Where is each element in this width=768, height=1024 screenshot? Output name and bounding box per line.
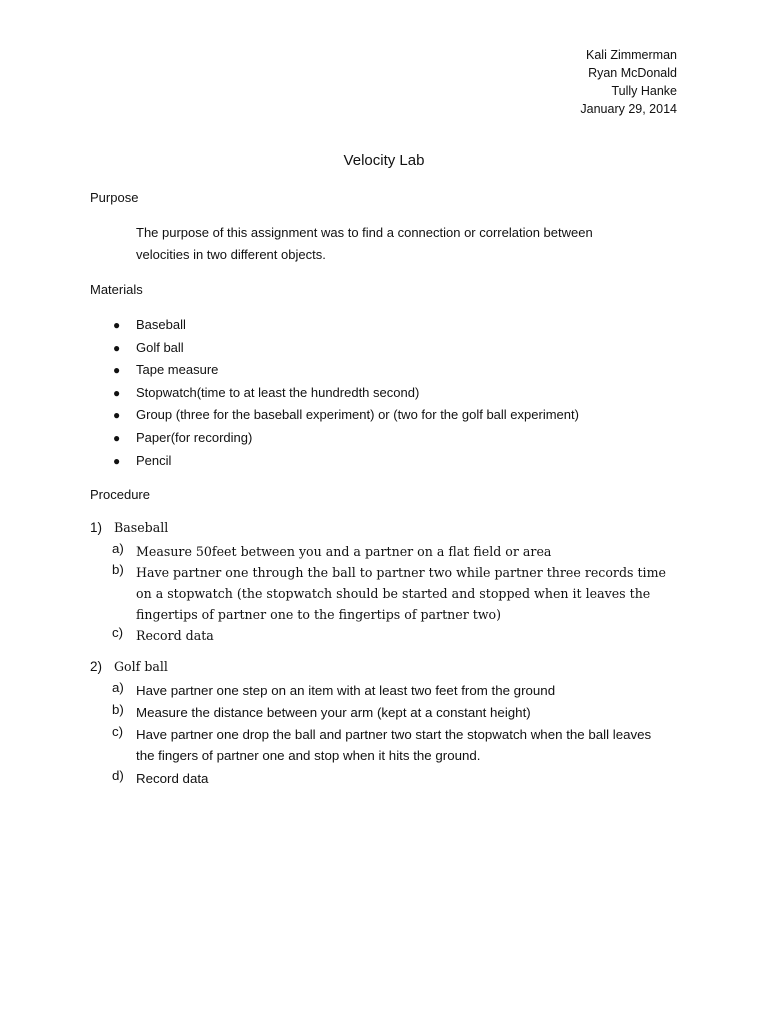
bullet-icon: ● — [113, 453, 121, 468]
substep-text: Have partner one through the ball to partner two while partner three records time on a stopwatch (the stopwatch should be started and stopped when it leaves the fingertips of partner one to the fingertips of partner two) — [136, 565, 666, 622]
substep-letter: b) — [112, 702, 124, 717]
substep-text: Measure 50feet between you and a partner on a flat field or area — [136, 544, 552, 559]
author-name: Tully Hanke — [611, 84, 677, 98]
substep-text: Have partner one step on an item with at least two feet from the ground — [136, 683, 556, 698]
step-number: 2) — [90, 659, 103, 674]
substep-letter: d) — [112, 768, 124, 783]
list-item — [113, 337, 579, 360]
purpose-heading: Purpose — [90, 190, 139, 205]
step-number: 1) — [90, 520, 103, 535]
author-name: Ryan McDonald — [588, 66, 677, 80]
list-item — [113, 404, 579, 427]
step-label: Golf ball — [114, 659, 168, 674]
bullet-icon: ● — [113, 430, 121, 445]
list-item — [113, 427, 579, 450]
materials-list — [113, 314, 579, 472]
substep-letter: b) — [112, 562, 124, 577]
purpose-text: The purpose of this assignment was to find a connection or correlation between velocities in two different objects. — [136, 225, 593, 262]
substep-text: Measure the distance between your arm (kept at a constant height) — [136, 705, 531, 720]
material-label: Paper(for recording) — [136, 429, 253, 445]
document-title: Velocity Lab — [343, 152, 425, 169]
document-date: January 29, 2014 — [580, 102, 677, 116]
author-name: Kali Zimmerman — [586, 48, 677, 62]
bullet-icon: ● — [113, 318, 121, 332]
materials-heading: Materials — [90, 282, 143, 297]
material-label: Pencil — [136, 452, 172, 468]
bullet-icon: ● — [113, 340, 121, 355]
material-label: Group (three for the baseball experiment) or (two for the golf ball experiment) — [136, 407, 579, 423]
material-label: Golf ball — [136, 339, 184, 355]
list-item — [113, 382, 579, 405]
bullet-icon: ● — [113, 408, 121, 423]
substep-letter: a) — [112, 680, 124, 695]
substep-letter: a) — [112, 541, 124, 556]
substep-text: Have partner one drop the ball and partner two start the stopwatch when the ball leaves the fingers of partner one and stop when it hits the ground. — [136, 727, 652, 763]
substep-letter: c) — [112, 625, 124, 640]
material-label: Baseball — [136, 317, 186, 332]
bullet-icon: ● — [113, 363, 121, 378]
step-label: Baseball — [114, 520, 169, 535]
substep-letter: c) — [112, 724, 124, 739]
list-item — [113, 314, 579, 337]
material-label: Stopwatch(time to at least the hundredth second) — [136, 384, 420, 400]
list-item — [113, 359, 579, 382]
list-item — [113, 450, 579, 473]
author-block — [580, 46, 677, 118]
substep-text: Record data — [136, 628, 214, 643]
substep-text: Record data — [136, 771, 209, 786]
bullet-icon: ● — [113, 385, 121, 400]
procedure-heading: Procedure — [90, 487, 150, 502]
material-label: Tape measure — [136, 362, 219, 378]
